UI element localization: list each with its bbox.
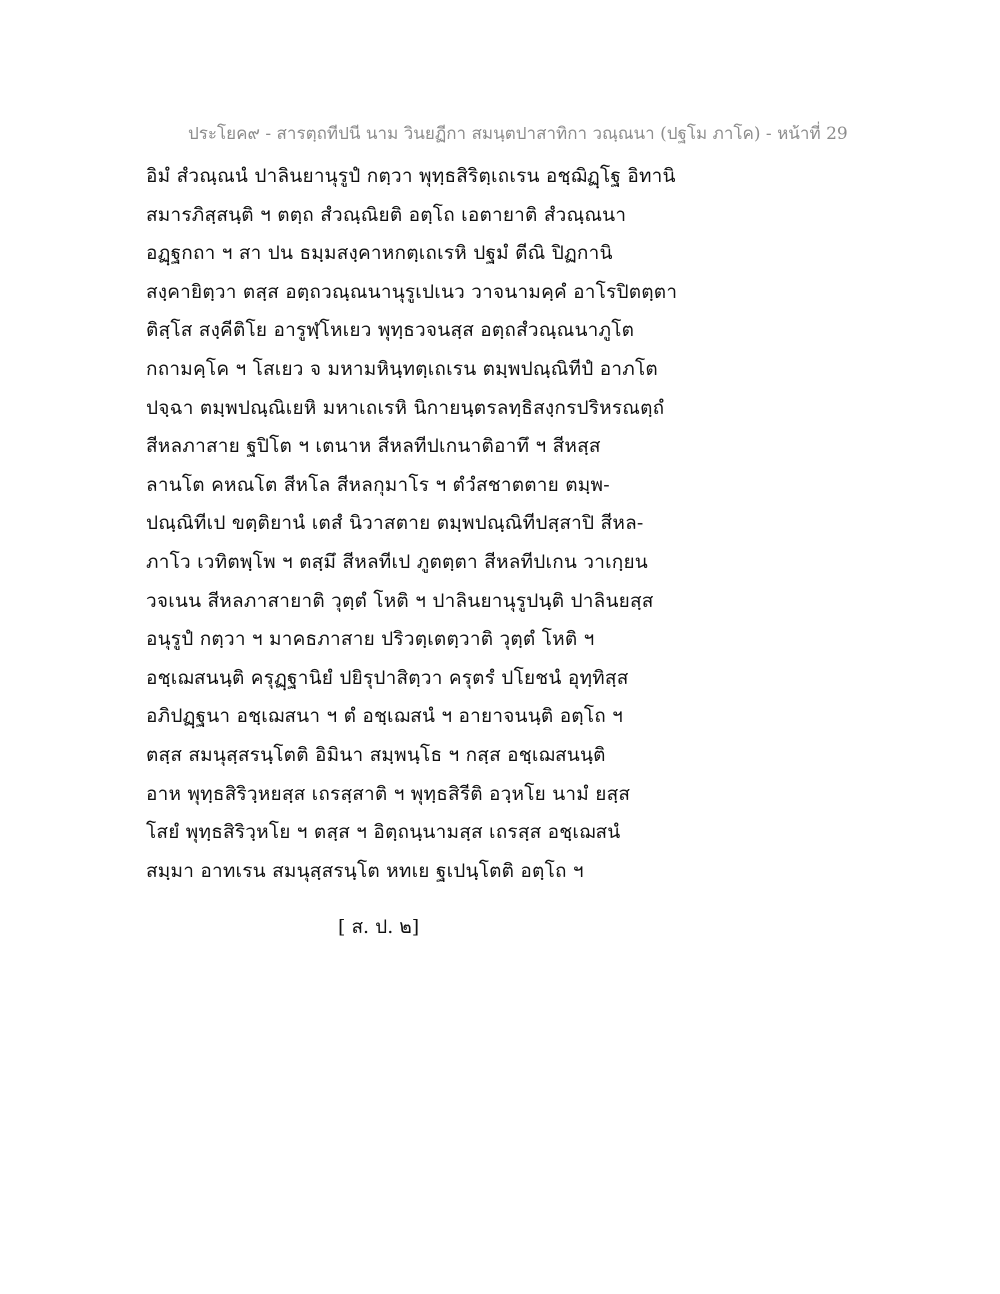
text-line: โสยํ พุทฺธสิริวฺหโย ฯ ตสฺส ฯ อิตฺถนฺนามสฺส เถรสฺส อชฺเฌสนํ: [146, 821, 621, 844]
text-line: อาห พุทฺธสิริวฺหยสฺส เถรสฺสาติ ฯ พุทฺธสิรีติ อวฺหโย นามํ ยสฺส: [146, 782, 631, 805]
text-line: ติสฺโส สงฺคีติโย อารูฬฺโหเยว พุทฺธวจนสฺส อตฺถสํวณฺณนาภูโต: [146, 319, 635, 342]
text-line: อิมํ สํวณฺณนํ ปาลินยานุรูปํ กตฺวา พุทฺธสิริตฺเถเรน อชฺฌิฏฺโฐ อิทานิ: [146, 165, 676, 187]
text-line: สมารภิสฺสนฺติ ฯ ตตฺถ สํวณฺณิยติ อตฺโถ เอตายาติ สํวณฺณนา: [146, 203, 627, 226]
text-line: อนุรูปํ กตฺวา ฯ มาคธภาสาย ปริวตฺเตตฺวาติ วุตฺตํ โหติ ฯ: [146, 628, 595, 651]
text-line: สีหลภาสาย ฐปิโต ฯ เตนาห สีหลทีปเกนาติอาทึ ฯ สีหสฺส: [146, 435, 601, 458]
text-line: ปจฺฉา ตมฺพปณฺณิเยหิ มหาเถเรหิ นิกายนฺตรลทฺธิสงฺกรปริหรณตฺถํ: [146, 396, 665, 419]
text-line: สมฺมา อาทเรน สมนุสฺสรนฺโต หทเย ฐเปนฺโตติ อตฺโถ ฯ: [146, 859, 584, 882]
text-line: อชฺเฌสนนฺติ ครุฏฺฐานิยํ ปยิรุปาสิตฺวา ครุตรํ ปโยชนํ อุทฺทิสฺส: [146, 666, 629, 689]
text-line: ปณฺณิทีเป ขตฺติยานํ เตสํ นิวาสตาย ตมฺพปณฺณิทีปสฺสาปิ สีหล-: [146, 512, 644, 535]
text-line: กถามคฺโค ฯ โสเยว จ มหามหินฺทตฺเถเรน ตมฺพปณฺณิทีปํ อาภโต: [146, 357, 658, 380]
body-text: [146, 157, 826, 890]
footnote-reference: [ ส. ป. ๒]: [338, 916, 420, 938]
text-line: อฏฺฐกถา ฯ สา ปน ธมฺมสงฺคาหกตฺเถเรหิ ปฐมํ ตีณิ ปิฏกานิ: [146, 242, 613, 265]
text-line: ภาโว เวทิตพฺโพ ฯ ตสฺมึ สีหลทีเป ภูตตฺตา สีหลทีปเกน วาเกฺยน: [146, 550, 648, 573]
text-line: ลานโต คหณโต สีหโล สีหลกุมาโร ฯ ตํวํสชาตตาย ตมฺพ-: [146, 473, 610, 496]
text-line: ตสฺส สมนุสฺสรนฺโตติ อิมินา สมฺพนฺโธ ฯ กสฺส อชฺเฌสนนฺติ: [146, 743, 606, 766]
text-line: วจเนน สีหลภาสายาติ วุตฺตํ โหติ ฯ ปาลินยานุรูปนฺติ ปาลินยสฺส: [146, 589, 654, 612]
text-line: สงฺคายิตฺวา ตสฺส อตฺถวณฺณนานุรูเปเนว วาจนามคฺคํ อาโรปิตตฺตา: [146, 280, 678, 303]
page-header: ประโยค๙ - สารตฺถทีปนี นาม วินยฏีกา สมนฺตปาสาทิกา วณฺณนา (ปฐโม ภาโค) - หน้าที่ 29: [188, 124, 848, 144]
text-line: อภิปฏฺฐนา อชฺเฌสนา ฯ ตํ อชฺเฌสนํ ฯ อายาจนนฺติ อตฺโถ ฯ: [146, 705, 624, 728]
